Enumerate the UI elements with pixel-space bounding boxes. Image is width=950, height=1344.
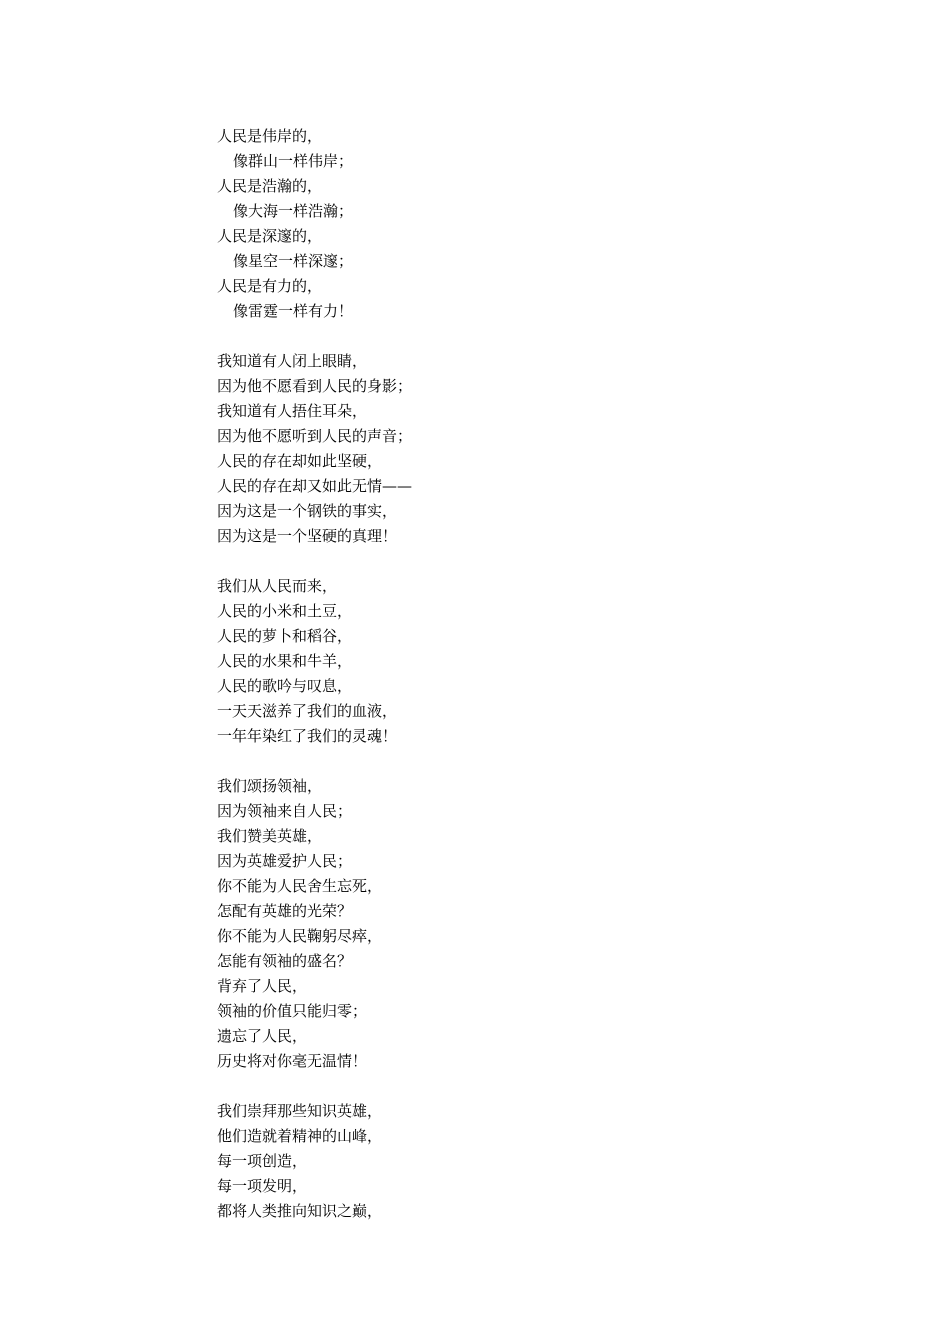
poem-stanza (217, 124, 817, 324)
poem-line: 因为这是一个坚硬的真理！ (217, 527, 398, 545)
poem-line: 怎能有领袖的盛名？ (217, 952, 353, 970)
poem-line: 人民是深邃的， (217, 227, 323, 245)
poem-line: 我知道有人捂住耳朵， (217, 402, 368, 420)
poem-stanza (217, 774, 817, 1074)
poem-line: 人民的存在却又如此无情—— (217, 477, 413, 495)
poem-body (217, 124, 817, 1249)
poem-line: 像群山一样伟岸； (233, 152, 354, 170)
poem-line: 历史将对你毫无温情！ (217, 1052, 368, 1070)
poem-line: 他们造就着精神的山峰， (217, 1127, 383, 1145)
poem-line: 我们颂扬领袖， (217, 777, 323, 795)
poem-line: 我们赞美英雄， (217, 827, 323, 845)
poem-line: 每一项创造， (217, 1152, 308, 1170)
poem-line: 因为这是一个钢铁的事实， (217, 502, 398, 520)
poem-line: 人民的小米和土豆， (217, 602, 353, 620)
poem-line: 像雷霆一样有力！ (233, 302, 354, 320)
poem-line: 我们从人民而来， (217, 577, 338, 595)
poem-line: 因为领袖来自人民； (217, 802, 353, 820)
poem-line: 领袖的价值只能归零； (217, 1002, 368, 1020)
poem-line: 你不能为人民舍生忘死， (217, 877, 383, 895)
poem-line: 背弃了人民， (217, 977, 308, 995)
poem-line: 我们崇拜那些知识英雄， (217, 1102, 383, 1120)
poem-stanza (217, 349, 817, 549)
poem-line: 因为他不愿看到人民的身影； (217, 377, 413, 395)
poem-line: 怎配有英雄的光荣？ (217, 902, 353, 920)
poem-stanza (217, 574, 817, 749)
poem-stanza (217, 1099, 817, 1224)
poem-line: 因为英雄爱护人民； (217, 852, 353, 870)
poem-line: 我知道有人闭上眼睛， (217, 352, 368, 370)
poem-line: 人民是浩瀚的， (217, 177, 323, 195)
poem-line: 每一项发明， (217, 1177, 308, 1195)
poem-line: 像星空一样深邃； (233, 252, 354, 270)
poem-line: 一年年染红了我们的灵魂！ (217, 727, 398, 745)
poem-line: 人民是有力的， (217, 277, 323, 295)
poem-line: 人民的存在却如此坚硬， (217, 452, 383, 470)
poem-line: 因为他不愿听到人民的声音； (217, 427, 413, 445)
poem-line: 人民是伟岸的， (217, 127, 323, 145)
poem-line: 人民的萝卜和稻谷， (217, 627, 353, 645)
poem-line: 像大海一样浩瀚； (233, 202, 354, 220)
poem-line: 都将人类推向知识之巅， (217, 1202, 383, 1220)
poem-line: 人民的水果和牛羊， (217, 652, 353, 670)
poem-line: 遗忘了人民， (217, 1027, 308, 1045)
poem-line: 你不能为人民鞠躬尽瘁， (217, 927, 383, 945)
poem-line: 人民的歌吟与叹息， (217, 677, 353, 695)
poem-line: 一天天滋养了我们的血液， (217, 702, 398, 720)
